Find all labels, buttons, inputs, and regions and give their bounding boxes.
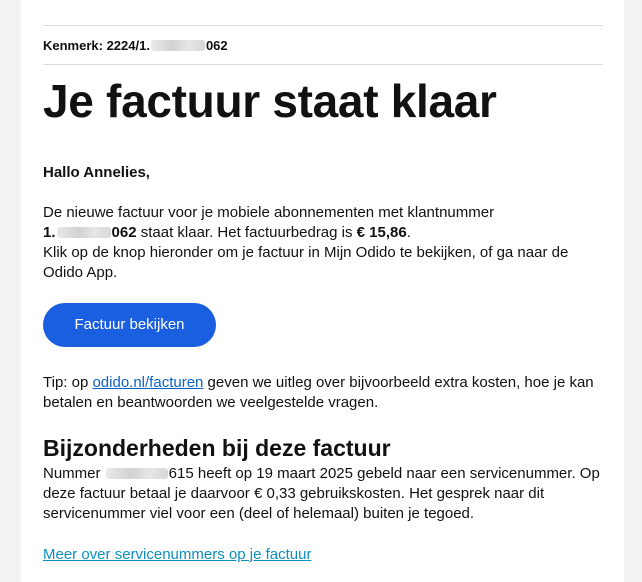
- redacted-phone-number: [106, 468, 168, 479]
- reference-line: [43, 38, 603, 54]
- page-title: Je factuur staat klaar: [43, 75, 497, 127]
- details-paragraph: Nummer 615 heeft op 19 maart 2025 gebeld naar een servicenummer. Op deze factuur betaal je daarvoor € 0,33 gebruikskosten. Het gesprek naar dit servicenummer viel voor een (deel of helemaal) buiten je tegoed.: [43, 465, 600, 522]
- tip-paragraph: Tip: op odido.nl/facturen geven we uitleg over bijvoorbeeld extra kosten, hoe je kan betalen en beantwoorden we veelgestelde vragen.: [43, 374, 594, 411]
- reference-divider: [43, 64, 603, 65]
- redacted-customer-number: [57, 227, 111, 238]
- invoice-amount: € 15,86: [356, 224, 407, 241]
- details-heading: Bijzonderheden bij deze factuur: [43, 435, 391, 461]
- intro-middle: staat klaar. Het factuurbedrag is: [136, 224, 357, 241]
- service-numbers-link[interactable]: Meer over servicenummers op je factuur: [43, 546, 312, 563]
- greeting: Hallo Annelies,: [43, 164, 150, 181]
- top-divider: [43, 25, 603, 26]
- reference-suffix: 062: [205, 38, 228, 53]
- customer-number: 1. 062: [43, 224, 137, 241]
- email-card: [21, 0, 624, 582]
- view-invoice-button[interactable]: Factuur bekijken: [43, 303, 216, 347]
- intro-paragraph: De nieuwe factuur voor je mobiele abonnementen met klantnummer 1. 062 staat klaar. Het factuurbedrag is € 15,86. Klik op de knop hieronder om je factuur in Mijn Odido te bekijken, of ga naar de Odido App.: [43, 204, 569, 281]
- redacted-reference: [151, 40, 205, 51]
- intro-line: De nieuwe factuur voor je mobiele abonnementen met klantnummer: [43, 204, 495, 221]
- reference-label: Kenmerk: 2224/1.: [43, 38, 150, 53]
- invoices-link[interactable]: odido.nl/facturen: [92, 374, 204, 391]
- intro-instruction: Klik op de knop hieronder om je factuur in Mijn Odido te bekijken, of ga naar de Odido App.: [43, 244, 569, 281]
- service-numbers-link-row: [43, 545, 603, 565]
